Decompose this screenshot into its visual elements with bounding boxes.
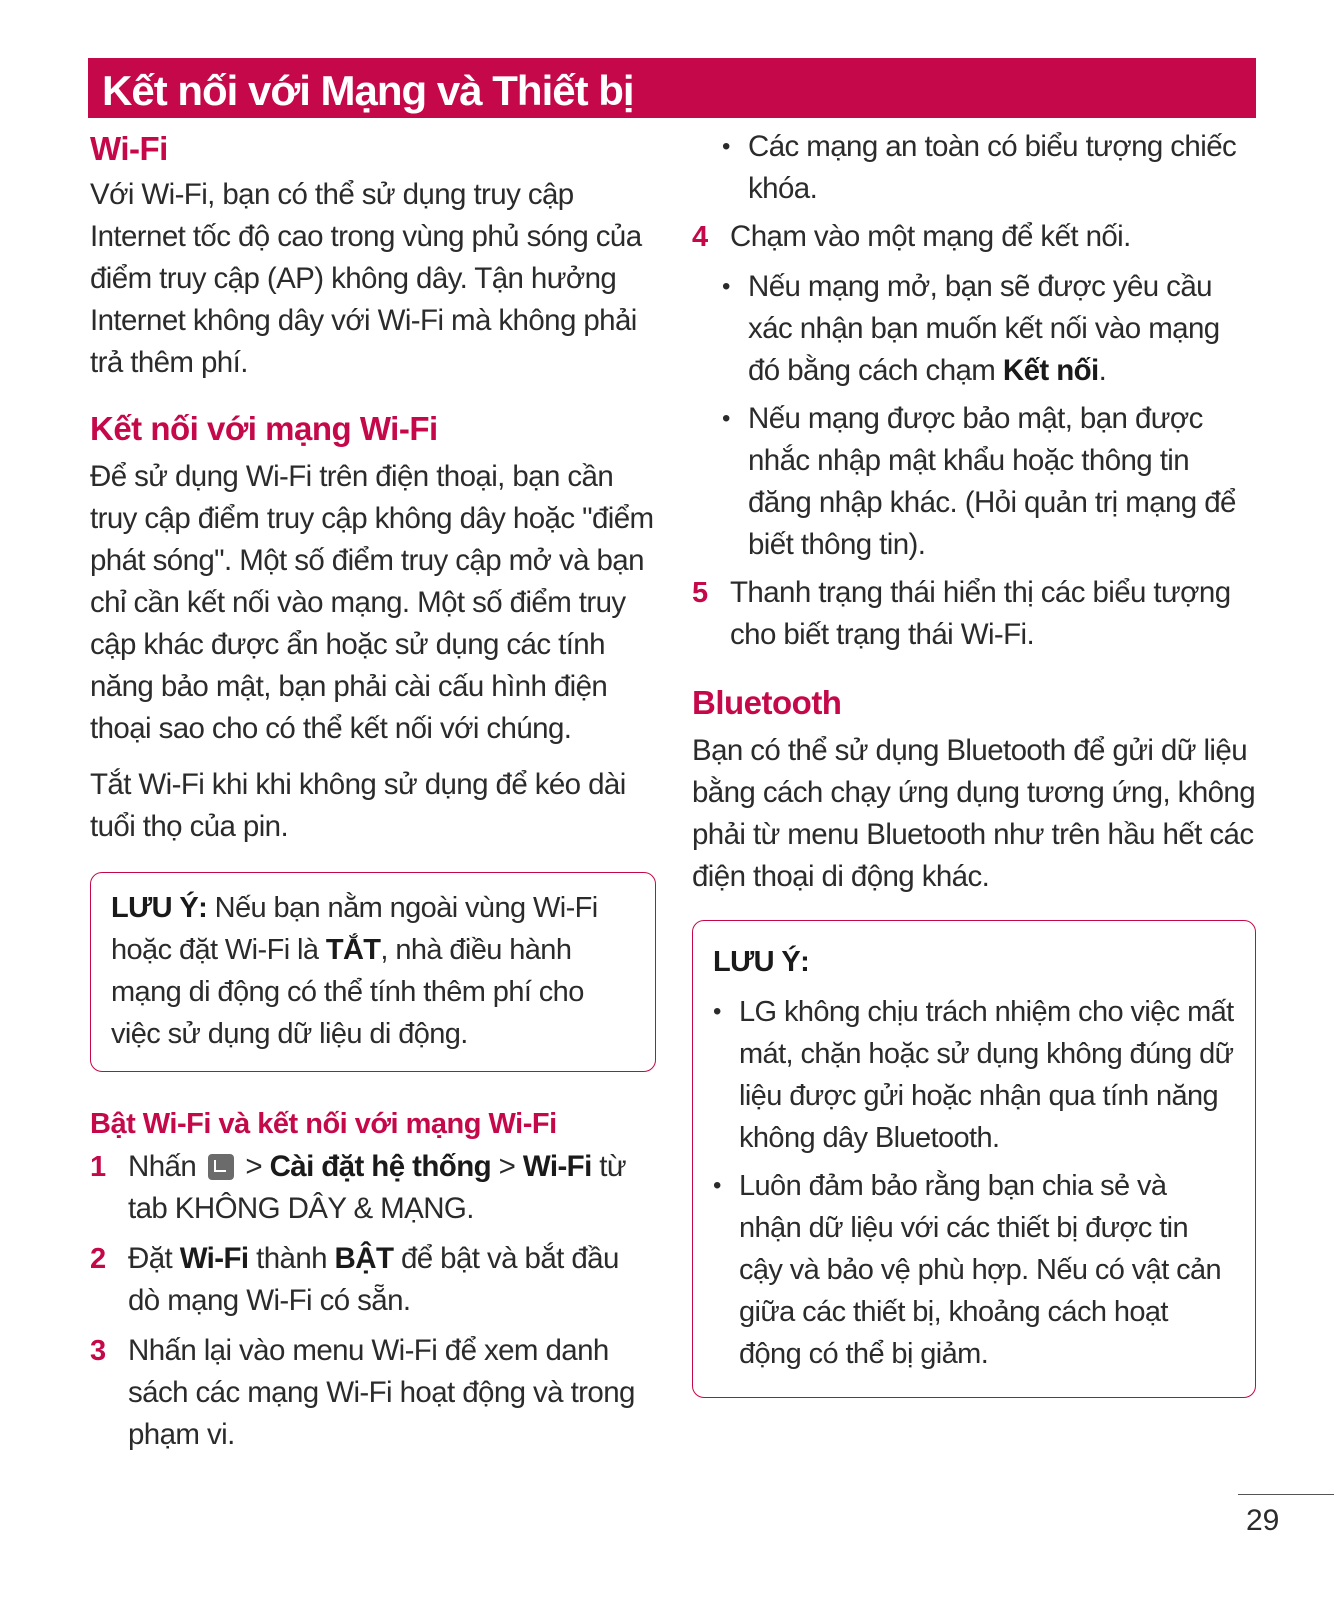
step-text: Nhấn lại vào menu Wi-Fi để xem danh sách các mạng Wi-Fi hoạt động và trong phạm vi. bbox=[128, 1334, 635, 1451]
wifi-label: Wi-Fi bbox=[522, 1150, 592, 1183]
step-2-text-b: thành bbox=[248, 1242, 335, 1275]
system-settings-label: Cài đặt hệ thống bbox=[269, 1150, 492, 1183]
bluetooth-note-label bbox=[713, 941, 1235, 983]
bullet-open-text-a: Nếu mạng mở, bạn sẽ được yêu cầu xác nhận bạn muốn kết nối vào mạng đó bằng cách chạm bbox=[748, 270, 1220, 387]
step-number: 2 bbox=[90, 1243, 107, 1275]
step-number: 4 bbox=[692, 221, 709, 253]
wifi-note-box bbox=[90, 872, 656, 1072]
left-column bbox=[90, 126, 656, 1464]
step-number: 5 bbox=[692, 577, 709, 609]
note-text-b: , nhà điều hành mạng di động có thể tính thêm phí cho việc sử dụng dữ liệu di động. bbox=[111, 934, 584, 1050]
section-title-bar bbox=[88, 58, 1256, 118]
step-1-text-d: từ tab KHÔNG DÂY & MẠNG. bbox=[128, 1150, 627, 1225]
step-1-text-b: > bbox=[237, 1150, 270, 1183]
bluetooth-note-box bbox=[692, 920, 1256, 1398]
bullet-dot: • bbox=[722, 273, 731, 300]
bluetooth-note-bullet-1 bbox=[713, 991, 1235, 1159]
wifi-heading: Wi-Fi bbox=[90, 130, 168, 167]
connect-paragraph-2: Tắt Wi-Fi khi khi không sử dụng để kéo dài tuổi thọ của pin. bbox=[90, 768, 626, 843]
bullet-text: Các mạng an toàn có biểu tượng chiếc khóa. bbox=[748, 130, 1237, 205]
bullet-open-text-b: . bbox=[1098, 354, 1107, 387]
bluetooth-intro: Bạn có thể sử dụng Bluetooth để gửi dữ liệu bằng cách chạy ứng dụng tương ứng, không phải từ menu Bluetooth như trên hầu hết các điện thoại di động khác. bbox=[692, 734, 1256, 893]
bullet-dot: • bbox=[713, 1172, 722, 1199]
right-column bbox=[692, 126, 1256, 1398]
note-label: LƯU Ý: bbox=[111, 892, 208, 924]
step-1 bbox=[90, 1146, 656, 1230]
page-number-rule bbox=[1238, 1494, 1334, 1495]
step-2-text-c: để bật và bắt đầu dò mạng Wi-Fi có sẵn. bbox=[128, 1242, 619, 1317]
step-1-text-c: > bbox=[491, 1150, 523, 1183]
step-2 bbox=[90, 1238, 656, 1322]
step-text: Thanh trạng thái hiển thị các biểu tượng cho biết trạng thái Wi-Fi. bbox=[730, 576, 1231, 651]
bullet-open-network bbox=[722, 266, 1256, 392]
bluetooth-note-bullet-2 bbox=[713, 1165, 1235, 1375]
bullet-text: Nếu mạng được bảo mật, bạn được nhắc nhập mật khẩu hoặc thông tin đăng nhập khác. (Hỏi quản trị mạng để biết thông tin). bbox=[748, 402, 1236, 561]
step3-bullets bbox=[692, 126, 1256, 210]
on-label: BẬT bbox=[334, 1242, 394, 1275]
bullet-secure-networks bbox=[722, 126, 1256, 210]
step-2-text-a: Đặt bbox=[128, 1242, 180, 1275]
bullet-text: Luôn đảm bảo rằng bạn chia sẻ và nhận dữ liệu với các thiết bị được tin cậy và bảo vệ phù hợp. Nếu có vật cản giữa các thiết bị, khoảng cách hoạt động có thể bị giảm. bbox=[739, 1170, 1222, 1370]
step4-bullets bbox=[692, 266, 1256, 566]
bullet-dot: • bbox=[722, 133, 731, 160]
bluetooth-heading: Bluetooth bbox=[692, 684, 842, 721]
step-text bbox=[128, 1238, 656, 1322]
wifi-label: Wi-Fi bbox=[179, 1242, 249, 1275]
page-number: 29 bbox=[1246, 1504, 1280, 1537]
connect-heading: Kết nối với mạng Wi-Fi bbox=[90, 410, 438, 447]
step-number: 3 bbox=[90, 1335, 107, 1367]
wifi-intro: Với Wi-Fi, bạn có thể sử dụng truy cập Internet tốc độ cao trong vùng phủ sóng của điểm truy cập (AP) không dây. Tận hưởng Internet không dây với Wi-Fi mà không phải trả thêm phí. bbox=[90, 178, 642, 379]
step-3 bbox=[90, 1330, 656, 1456]
page-title: Kết nối với Mạng và Thiết bị bbox=[102, 67, 634, 114]
home-icon bbox=[208, 1154, 234, 1180]
note-label: LƯU Ý: bbox=[713, 946, 810, 978]
bullet-dot: • bbox=[713, 998, 722, 1025]
bullet-dot: • bbox=[722, 405, 731, 432]
step-4 bbox=[692, 216, 1256, 258]
bullet-protected-network bbox=[722, 398, 1256, 566]
connect-paragraph-1: Để sử dụng Wi-Fi trên điện thoại, bạn cần truy cập điểm truy cập không dây hoặc "điểm phát sóng". Một số điểm truy cập mở và bạn chỉ cần kết nối vào mạng. Một số điểm truy cập khác được ẩn hoặc sử dụng các tính năng bảo mật, bạn phải cài cấu hình điện thoại sao cho có thể kết nối với chúng. bbox=[90, 460, 654, 745]
wifi-note-text bbox=[111, 887, 635, 1055]
bullet-text: LG không chịu trách nhiệm cho việc mất mát, chặn hoặc sử dụng không đúng dữ liệu được gửi hoặc nhận qua tính năng không dây Bluetooth. bbox=[739, 996, 1234, 1154]
step-text: Chạm vào một mạng để kết nối. bbox=[730, 220, 1131, 253]
note-text-a: Nếu bạn nằm ngoài vùng Wi-Fi hoặc đặt Wi-Fi là bbox=[111, 892, 598, 966]
step-1-text-a: Nhấn bbox=[128, 1150, 204, 1183]
bullet-text bbox=[748, 266, 1256, 392]
steps-heading: Bật Wi-Fi và kết nối với mạng Wi-Fi bbox=[90, 1108, 557, 1140]
step-5 bbox=[692, 572, 1256, 656]
connect-label: Kết nối bbox=[1002, 354, 1099, 387]
step-text bbox=[128, 1146, 656, 1230]
note-bold-off: TẮT bbox=[325, 934, 381, 966]
step-number: 1 bbox=[90, 1151, 107, 1183]
